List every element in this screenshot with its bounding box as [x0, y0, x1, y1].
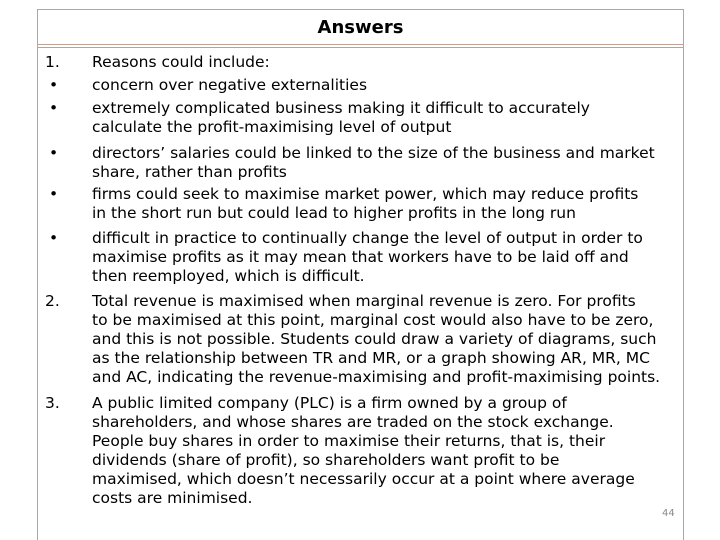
item-text: Total revenue is maximised when marginal revenue is zero. For profits to be maximised at this point, marginal cost would also have to be zero, and this is not possible. Students could draw a variety of diagrams, such as the relationship between TR and MR, or a graph showing AR, MR, MC and AC, indicating the revenue-maximising and profit-maximising points.: [92, 292, 661, 386]
item-text: firms could seek to maximise market power, which may reduce profits in the short run but could lead to higher profits in the long run: [92, 185, 639, 222]
bullet-icon: •: [49, 144, 59, 162]
item-text: difficult in practice to continually change the level of output in order to maximise profits as it may mean that workers have to be laid off and then reemployed, which is difficult.: [92, 229, 643, 285]
bullet-icon: •: [49, 76, 59, 94]
answers-header: [37, 9, 684, 45]
item-marker: 1.: [45, 53, 60, 71]
bullet-icon: •: [49, 185, 59, 203]
page-number: 44: [662, 508, 675, 519]
item-text: concern over negative externalities: [92, 76, 368, 94]
item-marker: 2.: [45, 292, 60, 310]
item-text: A public limited company (PLC) is a firm owned by a group of shareholders, and whose shares are traded on the stock exchange. People buy shares in order to maximise their returns, that is, their dividends (share of profit), so shareholders want profit to be maximised, which doesn’t necessarily occur at a point where average costs are minimised.: [92, 394, 635, 507]
item-marker: 3.: [45, 394, 60, 412]
item-text: directors’ salaries could be linked to the size of the business and market share, rather than profits: [92, 144, 655, 181]
item-text: Reasons could include:: [92, 53, 270, 71]
item-text: extremely complicated business making it difficult to accurately calculate the profit-maximising level of output: [92, 99, 590, 136]
bullet-icon: •: [49, 99, 59, 117]
bullet-icon: •: [49, 229, 59, 247]
page-title: Answers: [317, 16, 404, 38]
